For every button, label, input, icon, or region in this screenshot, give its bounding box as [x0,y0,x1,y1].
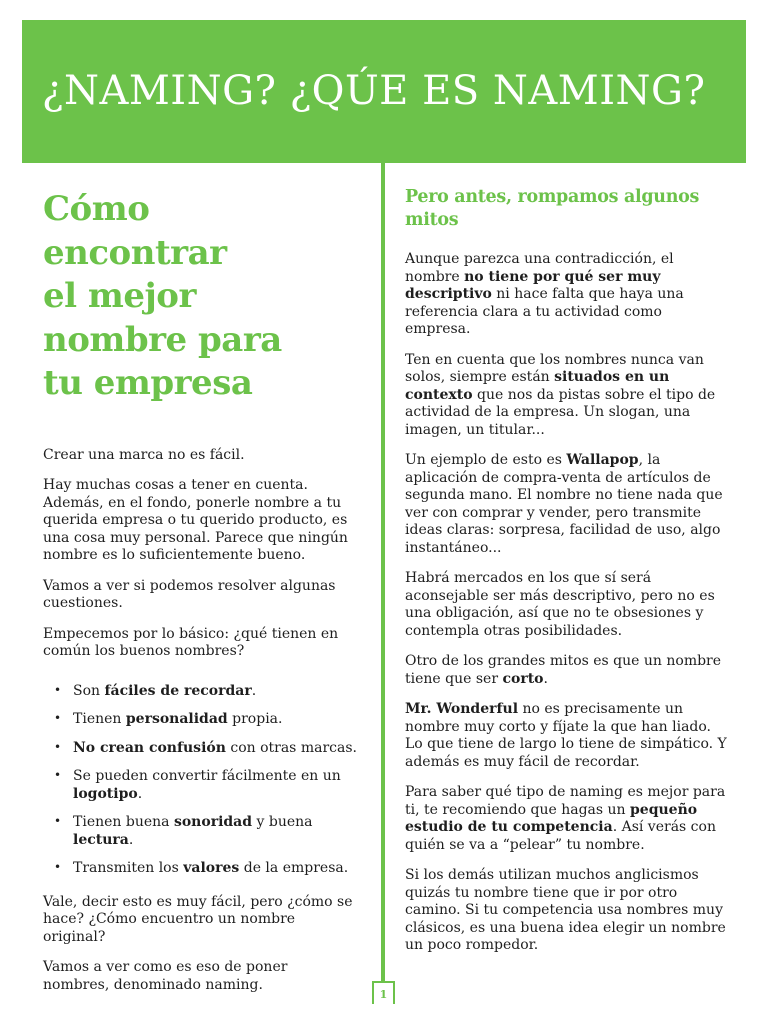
paragraph: Mr. Wonderful no es precisamente un nombre muy corto y fíjate la que han liado. Lo que tiene de largo lo tiene de simpático. Y además es muy fácil de recordar. [405,701,727,770]
paragraph: Empecemos por lo básico: ¿qué tienen en común los buenos nombres? [43,625,339,659]
paragraph: Habrá mercados en los que sí será aconsejable ser más descriptivo, pero no es una obligación, así que no te obsesiones y contempla otras posibilidades. [405,570,715,639]
section-title: Cómo encontrar el mejor nombre para tu empresa [43,189,282,403]
paragraph: Aunque parezca una contradicción, el nombre no tiene por qué ser muy descriptivo ni hace falta que haya una referencia clara a tu actividad como empresa. [405,251,684,337]
header-banner [22,20,746,163]
paragraph: Un ejemplo de esto es Wallapop, la aplicación de compra-venta de artículos de segunda mano. El nombre no tiene nada que ver con comprar y vender, pero transmite ideas claras: sorpresa, facilidad de uso, algo instantáneo... [405,452,723,556]
paragraph: Vamos a ver si podemos resolver algunas cuestiones. [43,577,336,611]
right-column [405,186,727,968]
paragraph: Hay muchas cosas a tener en cuenta. Además, en el fondo, ponerle nombre a tu querida empresa o tu querido producto, es una cosa muy personal. Parece que ningún nombre es lo suficientemente bueno. [43,477,348,563]
list-item: • Se pueden convertir fácilmente en un logotipo. [43,768,358,803]
qualities-list [43,683,358,878]
paragraph: Otro de los grandes mitos es que un nombre tiene que ser corto. [405,653,722,687]
section-subtitle: Pero antes, rompamos algunos mitos [405,187,700,230]
page-title: ¿NAMING? ¿QÚE ES NAMING? [42,68,706,114]
paragraph: Para saber qué tipo de naming es mejor para ti, te recomiendo que hagas un pequeño estudio de tu competencia. Así verás con quién se va a “pelear” tu nombre. [405,784,726,853]
paragraph: Si los demás utilizan muchos anglicismos quizás tu nombre tiene que ir por otro camino. Si tu competencia usa nombres muy clásicos, es una buena idea elegir un nombre un poco rompedor. [405,867,726,953]
list-item: • Son fáciles de recordar. [43,683,358,701]
paragraph: Vale, decir esto es muy fácil, pero ¿cómo se hace? ¿Cómo encuentro un nombre original? [43,893,353,945]
column-divider [381,163,385,983]
paragraph: Vamos a ver como es eso de poner nombres, denominado naming. [43,959,288,993]
paragraph: Ten en cuenta que los nombres nunca van solos, siempre están situados en un contexto que nos da pistas sobre el tipo de actividad de la empresa. Un slogan, una imagen, un titular... [405,351,716,438]
paragraph: Crear una marca no es fácil. [43,446,245,463]
page-number: 1 [372,981,395,1004]
list-item: • No crean confusión con otras marcas. [43,740,358,758]
list-item: • Tienen buena sonoridad y buena lectura. [43,814,358,849]
list-item: • Transmiten los valores de la empresa. [43,860,358,878]
list-item: • Tienen personalidad propia. [43,711,358,729]
left-column [43,188,358,1007]
